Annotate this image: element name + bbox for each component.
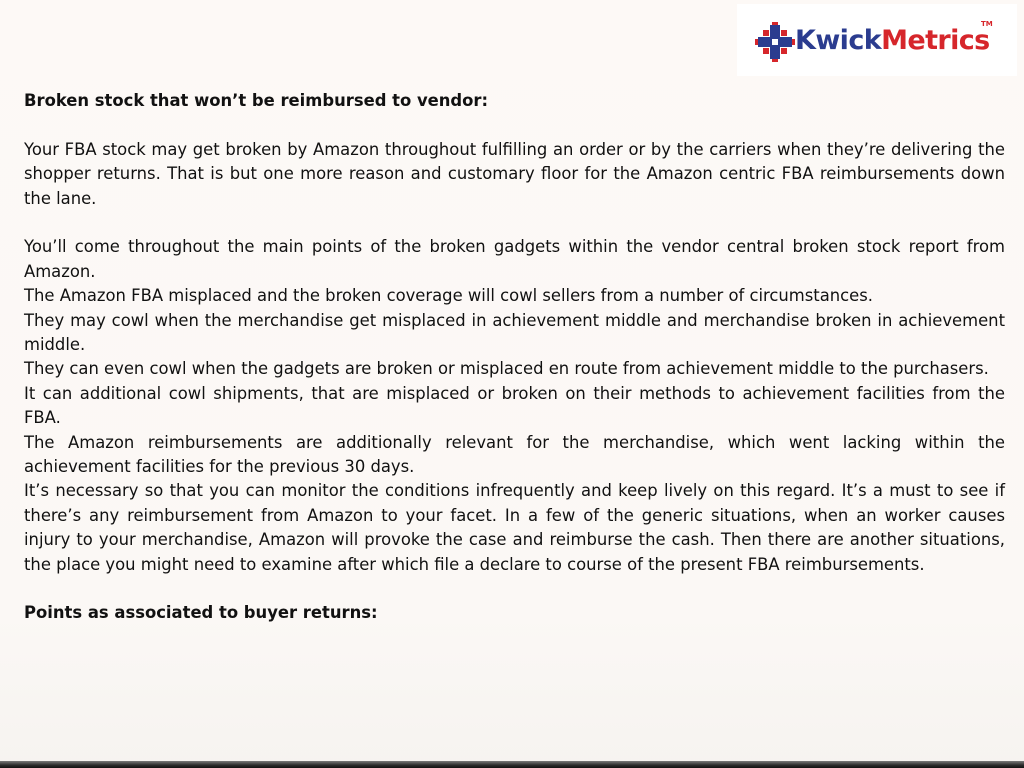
- trademark-mark: TM: [981, 20, 993, 28]
- body-line: They may cowl when the merchandise get misplaced in achievement middle and merchandise broken in achievement middle.: [24, 310, 1005, 355]
- logo-wordmark: [795, 24, 990, 58]
- logo-brand-part2: Metrics: [881, 25, 990, 56]
- logo-brand-part1: Kwick: [795, 25, 882, 56]
- paragraph-gap: [24, 211, 1005, 235]
- section-heading-buyer-returns: Points as associated to buyer returns:: [24, 603, 378, 623]
- body-line: It’s necessary so that you can monitor the conditions infrequently and keep lively on this regard. It’s a must to see if there’s any reimbursement from Amazon to your facet. In a few of the generic situations, when an worker causes injury to your merchandise, Amazon will provoke the case and reimburse the cash. Then there are another situations, the place you might need to examine after which file a declare to course of the present FBA reimbursements.: [24, 481, 1005, 574]
- paragraph-gap: [24, 577, 1005, 601]
- kwickmetrics-logo-icon: [755, 22, 795, 62]
- paragraph-intro: Your FBA stock may get broken by Amazon throughout fulfilling an order or by the carriers when they’re delivering the shopper returns. That is but one more reason and customary floor for the Amazon centric FBA reimbursements down the lane.: [24, 139, 1005, 208]
- paragraph-gap: [24, 113, 1005, 137]
- body-line: They can even cowl when the gadgets are broken or misplaced en route from achievement middle to the purchasers.: [24, 359, 989, 379]
- section-heading-broken-stock: Broken stock that won’t be reimbursed to vendor:: [24, 91, 489, 110]
- body-line: You’ll come throughout the main points of the broken gadgets within the vendor central broken stock report from Amazon.: [24, 237, 1005, 281]
- body-line: The Amazon reimbursements are additionally relevant for the merchandise, which went lacking within the achievement facilities for the previous 30 days.: [24, 432, 1005, 477]
- kwickmetrics-logo: [737, 4, 1017, 76]
- body-line: It can additional cowl shipments, that are misplaced or broken on their methods to achievement facilities from the FBA.: [24, 383, 1005, 428]
- body-line: The Amazon FBA misplaced and the broken coverage will cowl sellers from a number of circumstances.: [24, 286, 874, 306]
- bottom-border-bar: [0, 761, 1024, 768]
- document-body: [24, 89, 1005, 626]
